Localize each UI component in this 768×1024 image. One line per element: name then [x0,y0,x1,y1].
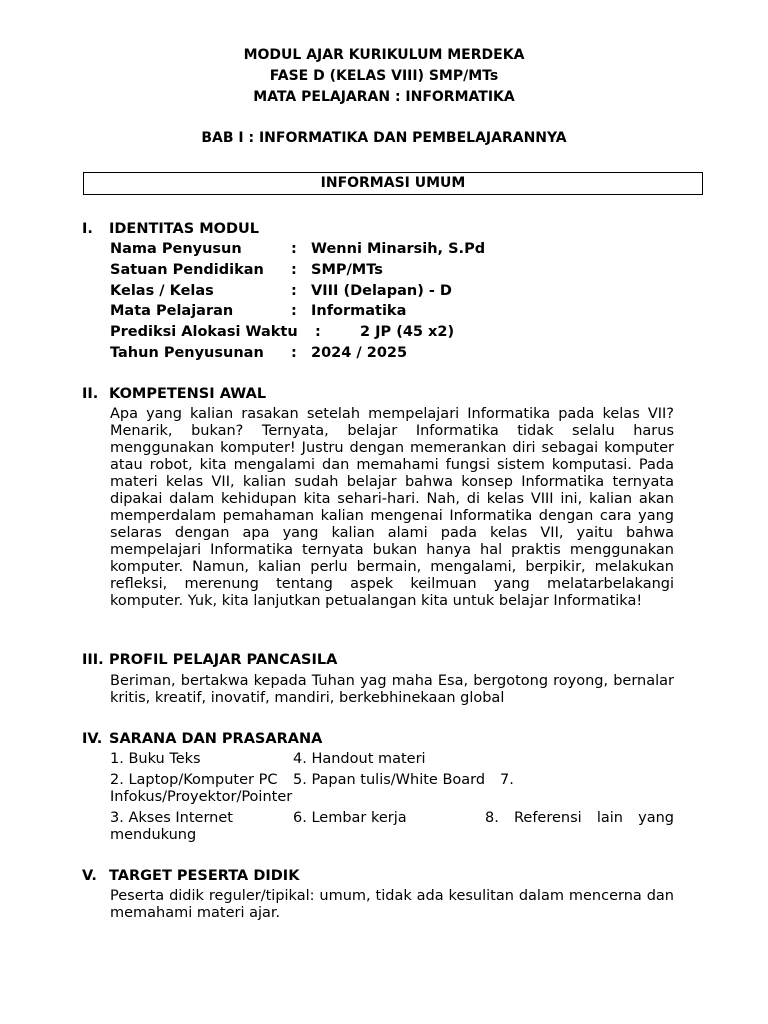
identity-colon: : [291,283,297,299]
chapter-title: BAB I : INFORMATIKA DAN PEMBELAJARANNYA [201,130,567,146]
section-number: V. [82,868,97,884]
section-number: II. [82,386,99,402]
info-umum-box: INFORMASI UMUM [83,172,703,195]
sarana-item: 5. Papan tulis/White Board [293,772,486,788]
sarana-item: 2. Laptop/Komputer PC [110,772,278,788]
identity-colon: : [291,241,297,257]
identity-colon: : [291,345,297,361]
identity-colon: : [291,262,297,278]
identity-value: Wenni Minarsih, S.Pd [311,241,486,257]
identity-label: Satuan Pendidikan [110,262,264,278]
identity-label: Nama Penyusun [110,241,242,257]
section-title: SARANA DAN PRASARANA [109,731,323,747]
identity-value: 2 JP (45 x2) [360,324,455,340]
sarana-item: 3. Akses Internet [110,810,233,826]
section-number: I. [82,221,93,237]
identity-label: Kelas / Kelas [110,283,214,299]
sarana-item: 4. Handout materi [293,751,426,767]
identity-label: Mata Pelajaran [110,303,234,319]
sarana-item: 6. Lembar kerja [293,810,407,826]
section-title: PROFIL PELAJAR PANCASILA [109,652,338,668]
sarana-item: mendukung [110,827,197,843]
sarana-item: Infokus/Proyektor/Pointer [110,789,293,805]
identity-value: 2024 / 2025 [311,345,408,361]
doc-title-line2: FASE D (KELAS VIII) SMP/MTs [269,68,499,84]
doc-title-line3: MATA PELAJARAN : INFORMATIKA [253,89,515,105]
sarana-item: 7. [500,772,514,788]
sarana-item: 8. Referensi lain yang [485,810,674,826]
kompetensi-paragraph: Apa yang kalian rasakan setelah mempelajari Informatika pada kelas VII? Menarik, bukan? Ternyata, belajar Informatika tidak selalu harus menggunakan komputer! Justru dengan memerankan diri sebagai komputer atau robot, kita mengalami dan memahami fungsi sistem komputasi. Pada materi kelas VII, kalian sudah belajar bahwa konsep Informatika ternyata dipakai dalam kehidupan kita sehari-hari. Nah, di kelas VIII ini, kalian akan memperdalam pemahaman kalian mengenai Informatika dengan cara yang selaras dengan apa yang kalian alami pada kelas VII, yaitu bahwa mempelajari Informatika ternyata bukan hanya hal praktis menggunakan komputer. Namun, kalian perlu bermain, mengalami, berpikir, melakukan refleksi, merenung tentang aspek keilmuan yang melatarbelakangi komputer. Yuk, kita lanjutkan petualangan kita untuk belajar Informatika! [110,406,674,609]
doc-title-line1: MODUL AJAR KURIKULUM MERDEKA [243,47,525,63]
section-title: TARGET PESERTA DIDIK [109,868,300,884]
identity-value: SMP/MTs [311,262,383,278]
profil-paragraph: Beriman, bertakwa kepada Tuhan yag maha Esa, bergotong royong, bernalar kritis, kreatif, inovatif, mandiri, berkebhinekaan global [110,673,674,706]
identity-colon: : [315,324,321,340]
identity-label: Prediksi Alokasi Waktu [110,324,298,340]
section-title: KOMPETENSI AWAL [109,386,267,402]
section-number: IV. [82,731,103,747]
section-number: III. [82,652,104,668]
identity-value: Informatika [311,303,407,319]
sarana-item: 1. Buku Teks [110,751,201,767]
section-title: IDENTITAS MODUL [109,221,260,237]
identity-label: Tahun Penyusunan [110,345,264,361]
target-paragraph: Peserta didik reguler/tipikal: umum, tidak ada kesulitan dalam mencerna dan memahami materi ajar. [110,888,674,921]
identity-value: VIII (Delapan) - D [311,283,452,299]
identity-colon: : [291,303,297,319]
